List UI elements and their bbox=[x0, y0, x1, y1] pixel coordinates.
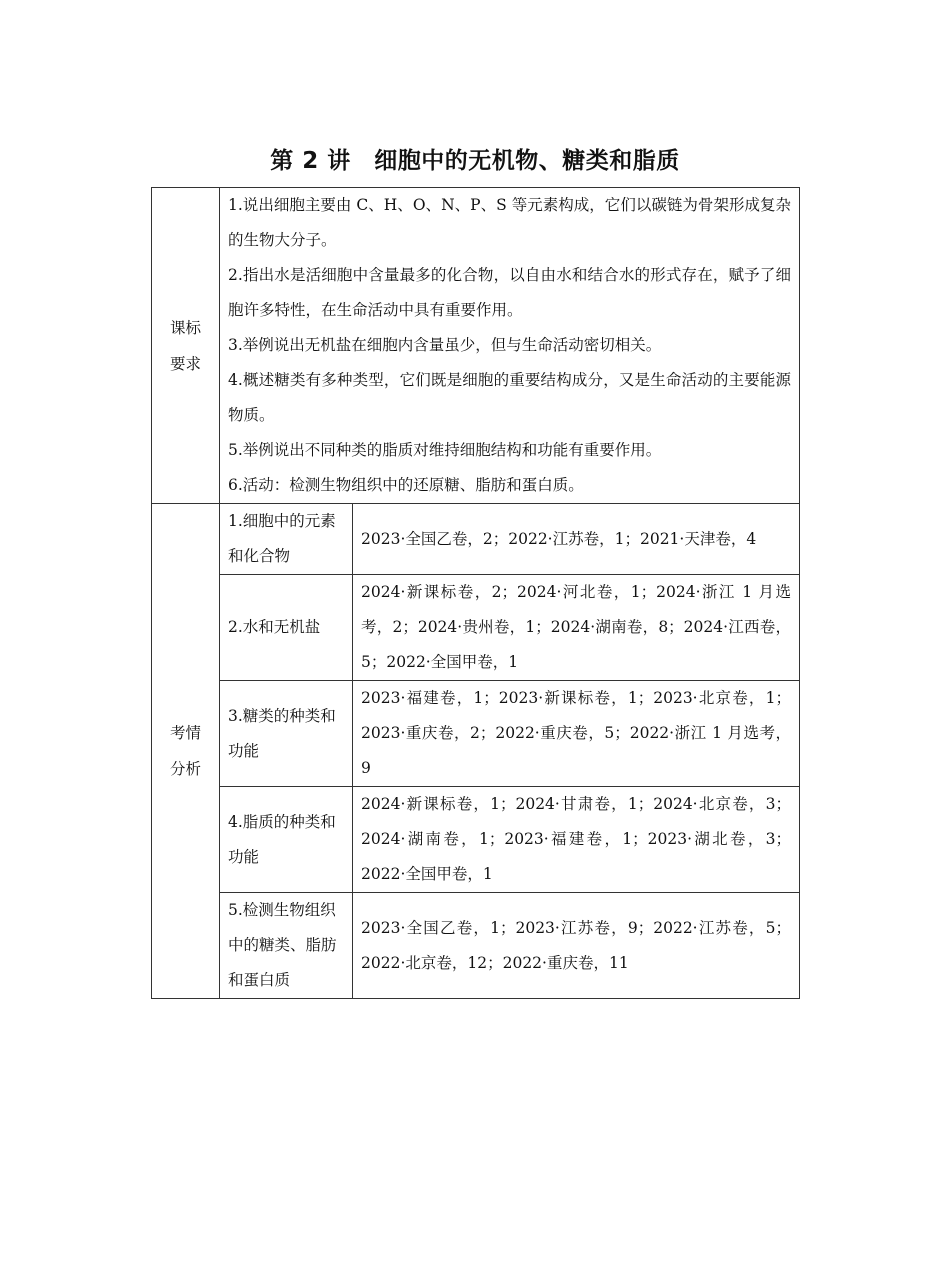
requirements-row bbox=[152, 188, 800, 504]
topic-cell: 3.糖类的种类和功能 bbox=[220, 681, 353, 787]
sources-cell: 2023·全国乙卷，2；2022·江苏卷，1；2021·天津卷，4 bbox=[353, 504, 800, 575]
analysis-row bbox=[152, 787, 800, 893]
requirement-item: 1.说出细胞主要由 C、H、O、N、P、S 等元素构成，它们以碳链为骨架形成复杂的生物大分子。 bbox=[228, 196, 792, 249]
analysis-row bbox=[152, 893, 800, 999]
analysis-label: 考情 分析 bbox=[152, 504, 220, 999]
sources-cell: 2023·福建卷，1；2023·新课标卷，1；2023·北京卷，1；2023·重庆卷，2；2022·重庆卷，5；2022·浙江 1 月选考，9 bbox=[353, 681, 800, 787]
analysis-row bbox=[152, 504, 800, 575]
sources-cell: 2024·新课标卷，2；2024·河北卷，1；2024·浙江 1 月选考，2；2024·贵州卷，1；2024·湖南卷，8；2024·江西卷，5；2022·全国甲卷，1 bbox=[353, 575, 800, 681]
curriculum-table bbox=[151, 187, 800, 999]
requirement-item: 3.举例说出无机盐在细胞内含量虽少，但与生命活动密切相关。 bbox=[228, 336, 662, 354]
requirements-label: 课标 要求 bbox=[152, 188, 220, 504]
analysis-row bbox=[152, 681, 800, 787]
page-title: 第 2 讲 细胞中的无机物、糖类和脂质 bbox=[270, 148, 680, 174]
topic-cell: 4.脂质的种类和功能 bbox=[220, 787, 353, 893]
requirement-item: 5.举例说出不同种类的脂质对维持细胞结构和功能有重要作用。 bbox=[228, 441, 662, 459]
topic-cell: 1.细胞中的元素和化合物 bbox=[220, 504, 353, 575]
requirement-item: 2.指出水是活细胞中含量最多的化合物，以自由水和结合水的形式存在，赋予了细胞许多特性，在生命活动中具有重要作用。 bbox=[228, 266, 792, 319]
sources-cell: 2024·新课标卷，1；2024·甘肃卷，1；2024·北京卷，3；2024·湖南卷，1；2023·福建卷，1；2023·湖北卷，3；2022·全国甲卷，1 bbox=[353, 787, 800, 893]
topic-cell: 5.检测生物组织中的糖类、脂肪和蛋白质 bbox=[220, 893, 353, 999]
requirement-item: 6.活动：检测生物组织中的还原糖、脂肪和蛋白质。 bbox=[228, 476, 584, 494]
topic-cell: 2.水和无机盐 bbox=[220, 575, 353, 681]
sources-cell: 2023·全国乙卷，1；2023·江苏卷，9；2022·江苏卷，5；2022·北京卷，12；2022·重庆卷，11 bbox=[353, 893, 800, 999]
requirements-content bbox=[220, 188, 800, 504]
analysis-row bbox=[152, 575, 800, 681]
requirement-item: 4.概述糖类有多种类型，它们既是细胞的重要结构成分，又是生命活动的主要能源物质。 bbox=[228, 371, 792, 424]
